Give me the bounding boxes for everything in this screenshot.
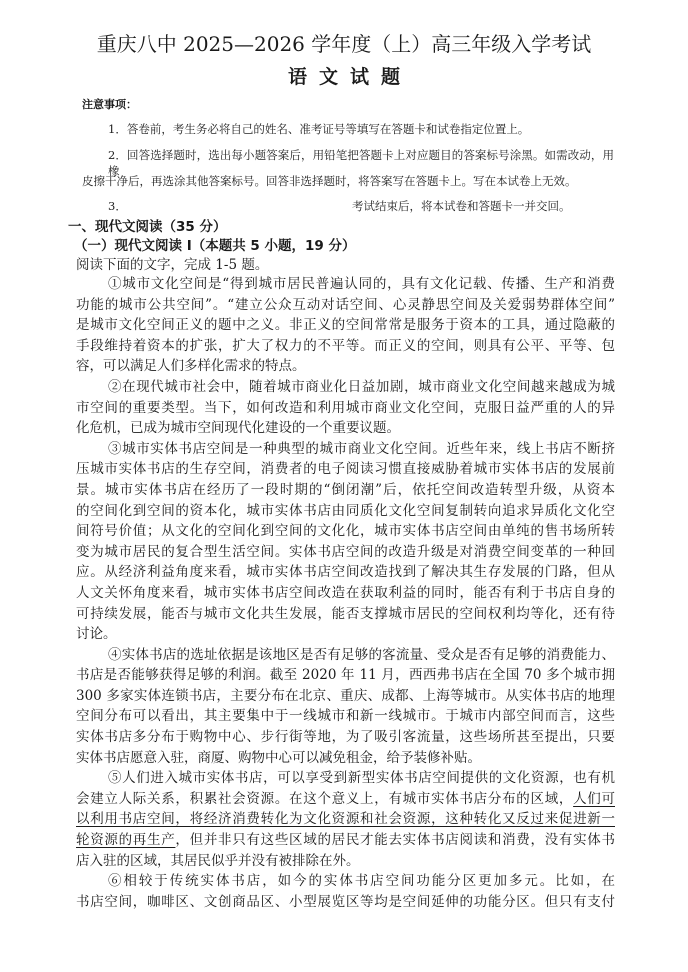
passage-line: 人文关怀角度来看，城市实体书店空间改造在获取利益的同时，能否有利于书店自身的	[76, 584, 615, 601]
paragraph-2	[76, 377, 615, 439]
passage-line: ③城市实体书店空间是一种典型的城市商业文化空间。近些年来，线上书店不断挤	[108, 440, 615, 457]
passage-line: ②在现代城市社会中，随着城市商业化日益加剧，城市商业文化空间越来越成为城	[108, 378, 615, 395]
paragraph-6	[76, 871, 615, 912]
passage-line: ①城市文化空间是“得到城市居民普遍认同的，具有文化记载、传播、生产和消费	[108, 276, 615, 292]
note-item-2-line-2: 皮擦干净后，再选涂其他答案标号。回答非选择题时，将答案写在答题卡上。写在本试卷上无效。	[82, 174, 577, 188]
subsection-title: （一）现代文阅读 I（本题共 5 小题，19 分）	[74, 238, 356, 254]
passage-line: ⑤人们进入城市实体书店，可以享受到新型实体书店空间提供的文化资源，也有机	[108, 770, 615, 787]
passage-text: 会建立人际关系，积累社会资源。在这个意义上，有城市实体书店分布的区域，	[76, 790, 574, 807]
passage-line: 书店是否能够获得足够的利润。截至 2020 年 11 月，西西弗书店在全国 70 多个城市拥	[76, 667, 615, 684]
passage-line	[76, 809, 615, 830]
passage-line: 可持续发展，能否与城市文化共生发展，能否支撑城市居民的空间权利均等化，还有待	[76, 605, 615, 622]
passage-line: 应。从经济利益角度来看，城市实体书店空间改造找到了解决其生存发展的门路，但从	[76, 564, 615, 581]
passage-line: 是城市文化空间正义的题中之义。非正义的空间常常是服务于资本的工具，通过隐蔽的	[76, 317, 615, 334]
passage-line: 实体书店多分布于购物中心、步行街等地，为了吸引客流量，这些场所甚至提出，只要	[76, 729, 615, 746]
passage-line: 容，可以满足人们多样化需求的特点。	[76, 358, 306, 375]
passage-line: 实体书店愿意入驻，商厦、购物中心可以减免租金，给予装修补贴。	[76, 749, 481, 766]
passage-line: 300 多家实体连锁书店，主要分布在北京、重庆、成都、上海等城市。从实体书店的地理	[76, 687, 615, 704]
underlined-text: 轮资源的再生产	[76, 832, 176, 849]
passage-line: 间符号价值；从文化的空间化到空间的文化化，城市实体书店空间由单纯的售书场所转	[76, 523, 615, 540]
section-title: 一、现代文阅读（35 分）	[68, 219, 227, 235]
paragraph-1	[76, 274, 615, 377]
note-item-1: 1．答卷前，考生务必将自己的姓名、准考证号等填写在答题卡和试卷指定位置上。	[108, 122, 530, 136]
underlined-text: 以利用书店空间，将经济消费转化为文化资源和社会资源，这种转化又反过来促进新一	[76, 811, 615, 828]
passage-text: ，但并非只有这些区域的居民才能去实体书店阅读和消费，没有实体书	[175, 832, 615, 849]
passage-line: 空间分布可以看出，其主要集中于一线城市和新一线城市。于城市内部空间而言，这些	[76, 708, 615, 725]
reading-passage	[76, 274, 615, 912]
passage-line: 功能的城市公共空间”。“建立公众互动对话空间、心灵静思空间及关爱弱势群体空间”	[76, 296, 615, 313]
reading-instruction: 阅读下面的文字，完成 1-5 题。	[76, 257, 269, 273]
paragraph-5	[76, 768, 615, 871]
passage-line: 讨论。	[76, 626, 117, 643]
note-item-3-number: 3．	[108, 199, 127, 213]
notes-heading: 注意事项：	[82, 98, 137, 111]
passage-line: 书店空间，咖啡区、文创商品区、小型展览区等均是空间延伸的功能分区。但只有支付	[76, 893, 615, 910]
passage-line: 景。城市实体书店在经历了一段时期的“倒闭潮”后，依托空间改造转型升级，从资本	[76, 481, 615, 498]
underlined-text: 人们可	[573, 790, 615, 807]
passage-line: ④实体书店的选址依据是该地区是否有足够的客流量、受众是否有足够的消费能力、	[108, 646, 615, 663]
passage-line: 变为城市居民的复合型生活空间。实体书店空间的改造升级是对消费空间变革的一种回	[76, 543, 615, 560]
exam-subject-title: 语文试题	[287, 66, 412, 88]
passage-line: ⑥相较于传统实体书店，如今的实体书店空间功能分区更加多元。比如，在	[108, 873, 615, 890]
passage-line: 市空间的重要类型。当下，如何改造和利用城市商业文化空间，克服日益严重的人的异	[76, 399, 615, 416]
passage-line: 化危机，已成为城市空间现代化建设的一个重要议题。	[76, 420, 400, 437]
exam-title: 重庆八中 2025—2026 学年度（上）高三年级入学考试	[96, 32, 592, 56]
passage-line: 手段维持着资本的扩张，扩大了权力的不平等。而正义的空间，则具有公平、平等、包	[76, 337, 615, 354]
passage-line	[76, 789, 615, 810]
passage-line: 压城市实体书店的生存空间，消费者的电子阅读习惯直接威胁着城市实体书店的发展前	[76, 461, 615, 478]
passage-line	[76, 830, 615, 851]
passage-line: 的空间化到空间的资本化，城市实体书店由同质化文化空间复制转向追求异质化文化空	[76, 502, 615, 519]
paragraph-3	[76, 439, 615, 645]
note-item-2-line-1: 2．回答选择题时，选出每小题答案后，用铅笔把答题卡上对应题目的答案标号涂黑。如需改动，用橡	[108, 148, 614, 178]
note-item-3-text: 考试结束后，将本试卷和答题卡一并交回。	[352, 199, 571, 213]
passage-line: 店入驻的区域，其居民似乎并没有被排除在外。	[76, 852, 360, 869]
paragraph-4	[76, 645, 615, 769]
